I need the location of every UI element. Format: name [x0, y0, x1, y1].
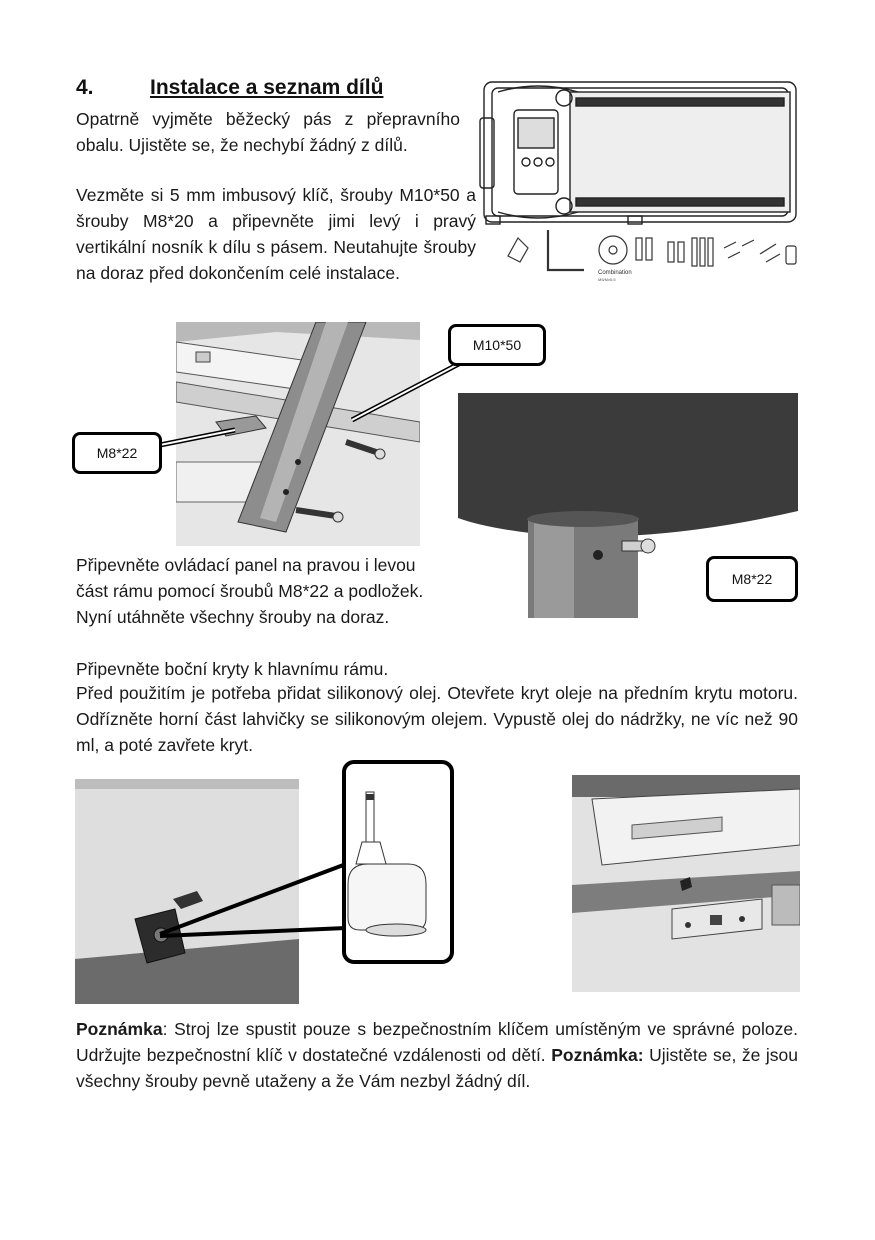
note-text-1: : Stroj lze spustit pouze s bezpečnostním klíčem umístěným ve správné poloze. Udržujte bezpečnostní klíč v dostatečné vzdálenosti od dětí. — [76, 1019, 798, 1065]
oil-bottle-image — [342, 760, 454, 964]
note-label-1: Poznámka — [76, 1019, 163, 1039]
paragraph-silicone-oil: Před použitím je potřeba přidat silikonový olej. Otevřete kryt oleje na předním krytu motoru. Odřízněte horní část lahvičky se silikonovým olejem. Vypustě olej do nádržky, ne víc než 90 ml, a poté zavřete kryt. — [76, 683, 798, 755]
note-paragraph — [76, 1016, 798, 1094]
note-label-2: Poznámka: — [551, 1045, 644, 1065]
paragraph-uprights: Vezměte si 5 mm imbusový klíč, šrouby M10*50 a šrouby M8*20 a připevněte jimi levý i pravý vertikální nosník k dílu s pásem. Neutahujte šrouby na doraz před dokončením celé instalace. — [76, 185, 476, 283]
callout-m8-22-right: M8*22 — [706, 556, 798, 602]
parts-label-combination: Combination — [598, 270, 632, 276]
paragraph-side-covers: Připevněte boční kryty k hlavnímu rámu. — [76, 659, 389, 679]
callout-m8-22-left: M8*22 — [72, 432, 162, 474]
paragraph-console: Připevněte ovládací panel na pravou i levou část rámu pomocí šroubů M8*22 a podložek. Nyní utáhněte všechny šrouby na doraz. — [76, 555, 424, 627]
callout-m10-50: M10*50 — [448, 324, 546, 366]
section-number: 4. — [76, 76, 94, 99]
safety-key-image — [572, 775, 800, 992]
parts-label-code: M5/Mx5.5 — [598, 277, 616, 282]
section-title: Instalace a seznam dílů — [150, 76, 384, 99]
paragraph-unpack: Opatrně vyjměte běžecký pás z přepravního obalu. Ujistěte se, že nechybí žádný z dílů. — [76, 109, 460, 155]
note-text-2: Ujistěte se, že jsou všechny šrouby pevně utaženy a že Vám nezbyl žádný díl. — [76, 1045, 798, 1091]
